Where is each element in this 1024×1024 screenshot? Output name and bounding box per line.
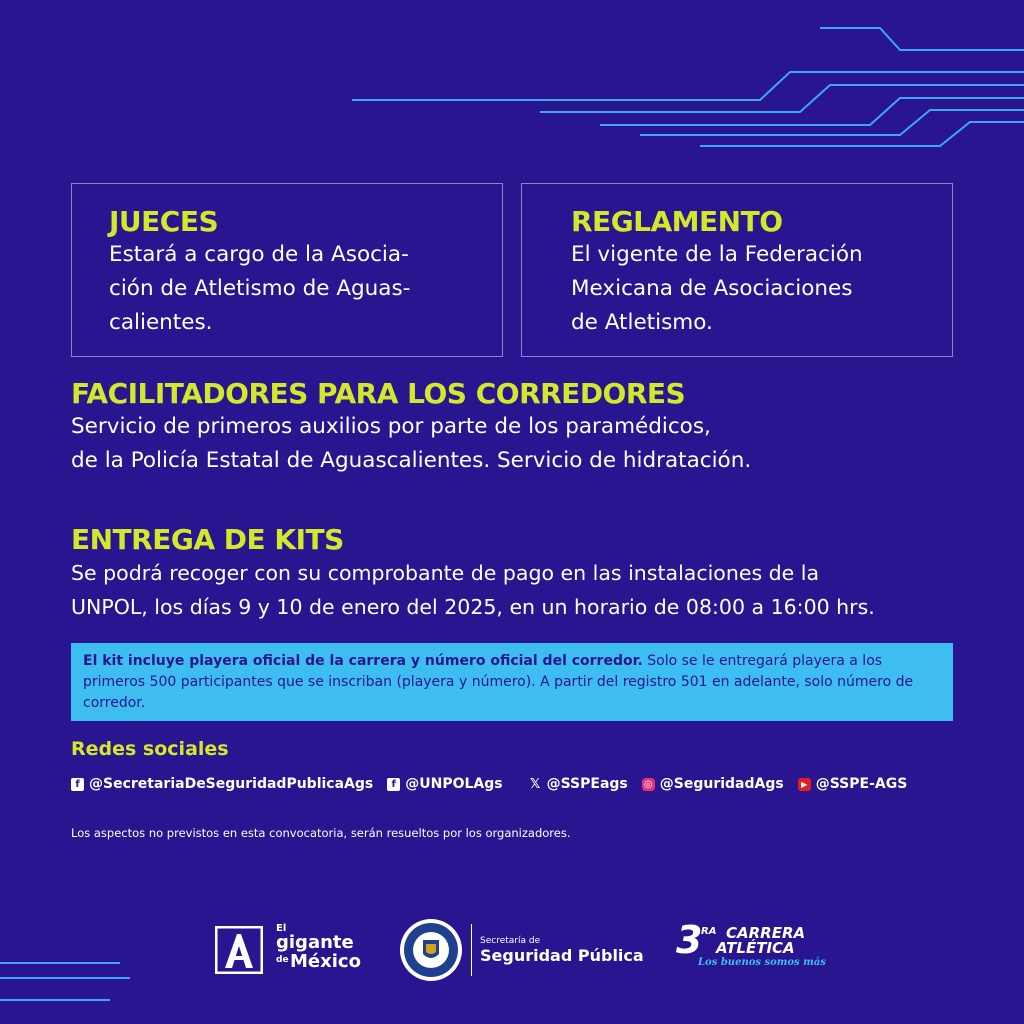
facebook-icon: f [71, 778, 84, 791]
x-icon: 𝕏 [529, 776, 541, 792]
kits-title: ENTREGA DE KITS [71, 523, 344, 556]
reglamento-line: El vigente de la Federación [571, 242, 863, 267]
social-links [71, 776, 961, 792]
gigante-mexico: México [290, 951, 361, 972]
social-handle: @UNPOLAgs [405, 776, 503, 792]
reglamento-line: de Atletismo. [571, 310, 713, 335]
logos-bar [0, 910, 1024, 1000]
secretaria-big: Seguridad Pública [480, 946, 644, 965]
kits-section [71, 524, 971, 624]
kits-line: UNPOL, los días 9 y 10 de enero del 2025, en un horario de 08:00 a 16:00 hrs. [71, 595, 875, 619]
kit-notice-text: Solo se le entregará playera a los primeros 500 participantes que se inscriban (playera y número). A partir del registro 501 en adelante, solo número de corredor. [83, 653, 914, 711]
carrera-slogan: Los buenos somos más [698, 957, 826, 968]
youtube-icon: ▶ [798, 778, 811, 791]
carrera-line1: CARRERA [726, 924, 806, 942]
jueces-box [71, 183, 503, 357]
logo-divider [471, 924, 472, 976]
facilitadores-title: FACILITADORES PARA LOS CORREDORES [71, 377, 686, 410]
footnote: Los aspectos no previstos en esta convocatoria, serán resueltos por los organizadores. [71, 826, 571, 840]
jueces-line: Estará a cargo de la Asocia- [109, 242, 409, 267]
social-handle: @SecretariaDeSeguridadPublicaAgs [89, 776, 374, 792]
facilitadores-line: Servicio de primeros auxilios por parte de los paramédicos, [71, 414, 711, 439]
reglamento-title: REGLAMENTO [571, 205, 783, 238]
social-link-x[interactable] [529, 776, 628, 792]
social-link-youtube[interactable] [798, 776, 908, 792]
kit-notice-bold: El kit incluye playera oficial de la carrera y número oficial del corredor. [83, 653, 643, 669]
jueces-title: JUECES [109, 205, 219, 238]
jueces-line: ción de Atletismo de Aguas- [109, 276, 411, 301]
social-handle: @SeguridadAgs [659, 776, 784, 792]
social-link-facebook[interactable] [387, 776, 502, 792]
gigante-de: de [276, 955, 289, 965]
gigante-word: gigante [276, 932, 354, 953]
social-link-facebook[interactable] [71, 776, 373, 792]
carrera-line2: ATLÉTICA [716, 939, 795, 957]
police-seal-icon [399, 918, 463, 982]
facilitadores-section [71, 378, 971, 478]
social-handle: @SSPE-AGS [815, 776, 908, 792]
redes-title: Redes sociales [71, 738, 229, 760]
gigante-el: El [276, 923, 287, 934]
aguascalientes-logo-icon [215, 926, 263, 974]
kit-notice [71, 643, 953, 721]
instagram-icon: ◎ [642, 778, 655, 791]
social-handle: @SSPEags [546, 776, 628, 792]
secretaria-small: Secretaría de [480, 936, 541, 946]
carrera-number: 3 [676, 918, 703, 962]
carrera-superscript: RA [701, 926, 717, 937]
facilitadores-line: de la Policía Estatal de Aguascalientes. Servicio de hidratación. [71, 448, 752, 473]
kits-line: Se podrá recoger con su comprobante de pago en las instalaciones de la [71, 561, 820, 585]
social-link-instagram[interactable] [642, 776, 784, 792]
jueces-line: calientes. [109, 310, 213, 335]
reglamento-line: Mexicana de Asociaciones [571, 276, 853, 301]
reglamento-box [521, 183, 953, 357]
facebook-icon: f [387, 778, 400, 791]
